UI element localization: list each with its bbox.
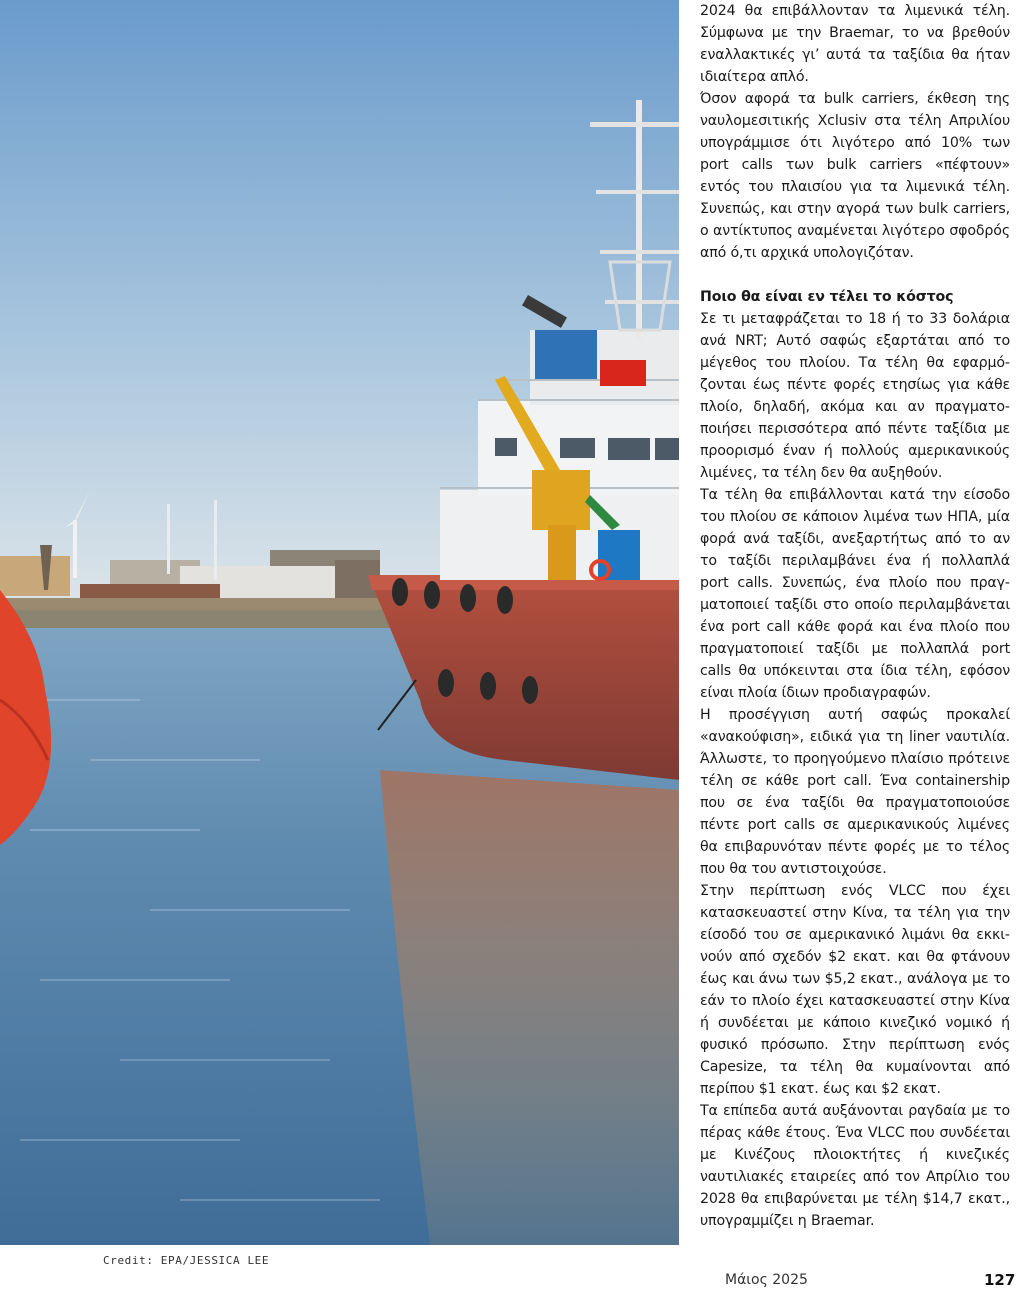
article-paragraph: Όσον αφορά τα bulk carriers, έκθεση της ναυλομεσιτικής Xclusiv στα τέλη Απριλίου υπογράμμισε ότι λιγότερο από 10% των port calls των bulk carriers «πέφτουν» εντός του πλαισίου για τα λιμενικά τέλη. Συνεπώς, και στην αγορά των bulk carriers, ο αντίκτυπος αναμένεται λιγότερο σφοδρός από ό,τι αρχικά υπολογιζόταν. xyxy=(700,91,1010,261)
article-column xyxy=(700,0,1010,1248)
issue-date: Μάιος 2025 xyxy=(725,1272,808,1288)
article-paragraph: Τα τέλη θα επιβάλλονται κατά την είσοδο του πλοίου σε κάποιον λιμένα των ΗΠΑ, μία φορά ανά ταξίδι, ανεξαρτήτως από το αν το ταξίδι περιλαμβάνει ένα ή πολλαπλά port calls. Συνεπώς, ένα πλοίο που πραγματοποιεί ταξίδι στο οποίο περιλαμβάνεται ένα port call κάθε φορά και ένα πλοίο που πραγματοποιεί ταξίδι με πολλαπλά port calls θα υπόκεινται στα ίδια τέλη, εφόσον είναι πλοία ίδιων προδιαγραφών. xyxy=(700,487,1010,701)
article-paragraph: Η προσέγγιση αυτή σαφώς προκαλεί «ανακούφιση», ειδικά για τη liner ναυτιλία. Άλλωστε, το προηγούμενο πλαίσιο πρότεινε τέλη σε κάθε port call. Ένα containership που σε ένα ταξίδι θα πραγματοποιούσε πέντε port calls σε αμερικανικούς λιμένες θα επιβαρυνόταν πέντε φορές με το τέλος που θα του αντιστοιχούσε. xyxy=(700,707,1010,877)
article-paragraph: 2024 θα επιβάλλονταν τα λιμενικά τέλη. Σύμφωνα με την Braemar, το να βρεθούν εναλλακτικές γι’ αυτά τα ταξίδια θα ήταν ιδιαίτερα απλό. xyxy=(700,3,1010,85)
section-heading: Ποιο θα είναι εν τέλει το κόστος xyxy=(700,289,954,305)
article-paragraph: Τα επίπεδα αυτά αυξάνονται ραγδαία με το πέρας κάθε έτους. Ένα VLCC που συνδέεται με Κινέζους πλοιοκτήτες ή κινεζικές ναυτιλιακές εταιρείες από τον Απρίλιο του 2028 θα επιβαρύνεται με τέλη $14,7 εκατ., υπογραμμίζει η Braemar. xyxy=(700,1103,1010,1229)
article-paragraph: Σε τι μεταφράζεται το 18 ή το 33 δολάρια ανά NRT; Αυτό σαφώς εξαρτάται από το μέγεθος του πλοίου. Τα τέλη θα εφαρμόζονται έως πέντε φορές ετησίως για κάθε πλοίο, δηλαδή, ακόμα και αν πραγματοποιήσει περισσότερα από πέντε ταξίδια με προορισμό έναν ή πολλούς αμερικανικούς λιμένες, τα τέλη δεν θα αυξηθούν. xyxy=(700,311,1010,481)
photo-credit: Credit: EPA/JESSICA LEE xyxy=(103,1254,270,1267)
page-number: 127 xyxy=(984,1271,1016,1289)
article-paragraph: Στην περίπτωση ενός VLCC που έχει κατασκευαστεί στην Κίνα, τα τέλη για την είσοδό του σε αμερικανικό λιμάνι θα εκκινούν από σχεδόν $2 εκατ. και θα φτάνουν έως και άνω των $5,2 εκατ., ανάλογα με το εάν το πλοίο έχει κατασκευαστεί στην Κίνα ή συνδέεται με κάποιο κινεζικό νομικό ή φυσικό πρόσωπο. Στην περίπτωση ενός Capesize, τα τέλη θα κυμαίνονται από περίπου $1 εκατ. έως και $2 εκατ. xyxy=(700,883,1010,1097)
